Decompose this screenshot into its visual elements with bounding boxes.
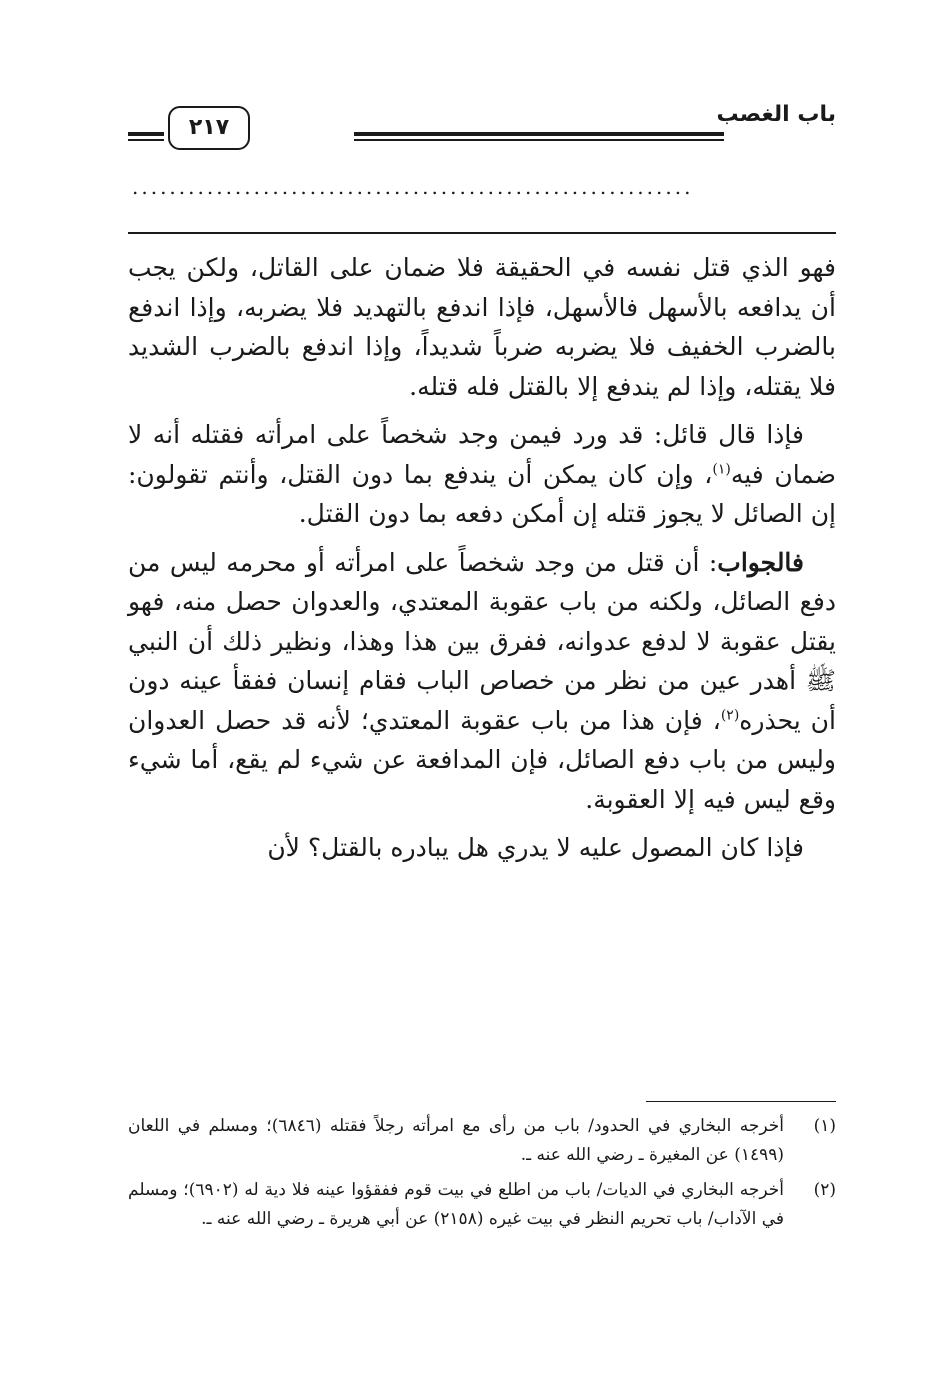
header-rule-short <box>128 132 164 144</box>
answer-lead: فالجواب <box>717 547 804 577</box>
page-header <box>128 100 836 156</box>
paragraph-text: فهو الذي قتل نفسه في الحقيقة فلا ضمان على القاتل، ولكن يجب أن يدافعه بالأسهل فالأسهل، فإذا اندفع بالتهديد فلا يضربه، وإذا اندفع بالضرب الخفيف فلا يضربه ضرباً شديداً، وإذا اندفع بالضرب الشديد فلا يقتله، وإذا لم يندفع إلا بالقتل فله قتله. <box>128 253 836 401</box>
footnote-number: (١) <box>813 1116 836 1136</box>
body-text <box>128 248 836 877</box>
paragraph <box>128 248 836 406</box>
paragraph-text: فإذا كان المصول عليه لا يدري هل يبادره بالقتل؟ لأن <box>267 833 804 862</box>
paragraph-text: ، وإن كان يمكن أن يندفع بما دون القتل، وأنتم تقولون: إن الصائل لا يجوز قتله إن أمكن دفعه بما دون القتل. <box>128 459 836 528</box>
footnotes <box>128 1112 836 1240</box>
footnote-number: (٢) <box>813 1180 836 1200</box>
footnote <box>128 1112 836 1170</box>
footnote-ref[interactable]: (١) <box>712 461 731 478</box>
footnote-text: أخرجه البخاري في الديات/ باب من اطلع في بيت قوم ففقؤوا عينه فلا دية له (٦٩٠٢)؛ ومسلم في الآداب/ باب تحريم النظر في بيت غيره (٢١٥٨) عن أبي هريرة ـ رضي الله عنه ـ. <box>128 1180 784 1229</box>
footnote-ref[interactable]: (٢) <box>720 707 740 724</box>
paragraph <box>128 828 836 868</box>
footnote-text: أخرجه البخاري في الحدود/ باب من رأى مع امرأته رجلاً فقتله (٦٨٤٦)؛ ومسلم في اللعان (١٤٩٩) عن المغيرة ـ رضي الله عنه ـ. <box>128 1116 784 1165</box>
paragraph-text: : أن قتل من وجد شخصاً على امرأته أو محرمه ليس من دفع الصائل، ولكنه من باب عقوبة المعتدي، والعدوان حصل منه، فهو يقتل عقوبة لا لدفع عدوانه، ففرق بين هذا وهذا، ونظير ذلك أن النبي ﷺ أهدر عين من نظر من خصاص الباب فقام إنسان ففقأ عينه دون أن يحذره <box>128 547 836 735</box>
body-divider <box>128 232 836 234</box>
paragraph-text: ، فإن هذا من باب عقوبة المعتدي؛ لأنه قد حصل العدوان وليس من باب دفع الصائل، فإن المدافعة عن شيء لم يقع، أما شيء وقع ليس فيه إلا العقوبة. <box>128 705 836 814</box>
paragraph-text: فإذا قال قائل: قد ورد فيمن وجد شخصاً على امرأته فقتله أنه لا ضمان فيه <box>128 420 836 489</box>
header-rule <box>354 132 724 144</box>
dotted-separator: ............................................................ <box>132 178 694 196</box>
footnote <box>128 1176 836 1234</box>
paragraph <box>128 415 836 534</box>
paragraph <box>128 543 836 820</box>
page-number: ٢١٧ <box>168 106 250 150</box>
chapter-title: باب الغصب <box>716 102 836 127</box>
footnote-divider <box>646 1101 836 1102</box>
